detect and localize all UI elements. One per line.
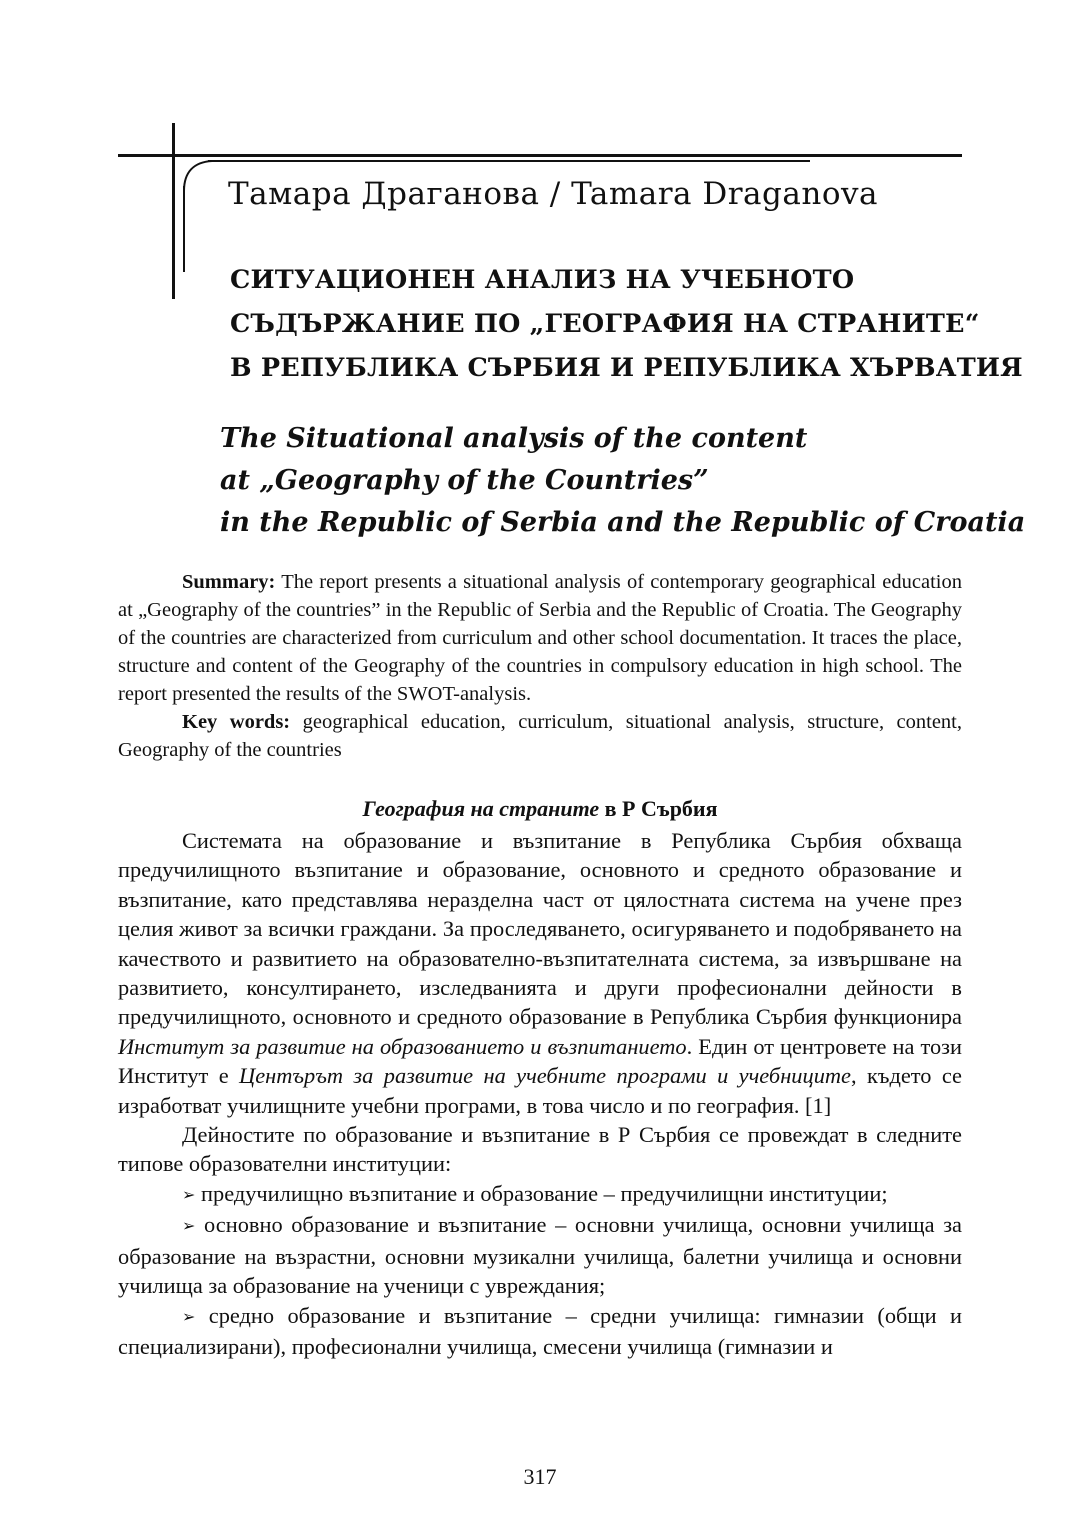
page-number: 317 (523, 1464, 557, 1489)
title-en-line-1: The Situational analysis of the content (220, 423, 808, 454)
summary-paragraph (118, 568, 962, 708)
summary-text: The report presents a situational analysis of contemporary geographical education at „Geography of the countries” in the Republic of Serbia and the Republic of Croatia. The Geography of the countries are characterized from curriculum and other school documentation. It traces the place, structure and content of the Geography of the countries in compulsory education in high school. The report presented the results of the SWOT-analysis. (118, 571, 962, 705)
body-paragraph-1 (118, 826, 962, 1120)
bullet-text-1: предучилищно възпитание и образование – предучилищни институции; (201, 1180, 888, 1206)
body-paragraph-2: Дейностите по образование и възпитание в Р Сърбия се провеждат в следните типове образователни институции: (118, 1122, 962, 1177)
arrow-bullet-icon: ➢ (182, 1216, 196, 1236)
title-bg-line-2: СЪДЪРЖАНИЕ ПО „ГЕОГРАФИЯ НА СТРАНИТЕ“ (230, 309, 980, 339)
institute-name: Институт за развитие на образованието и възпитанието (118, 1033, 687, 1059)
section-heading-italic: География на страните (362, 796, 600, 821)
p1-text-b: . Един от центровете на този Институт е (118, 1033, 962, 1089)
keywords-paragraph (118, 708, 962, 764)
frame-horizontal-line-top (118, 154, 962, 157)
title-bg-line-3: В РЕПУБЛИКА СЪРБИЯ И РЕПУБЛИКА ХЪРВАТИЯ (230, 353, 1023, 383)
frame-vertical-line-left (172, 123, 175, 299)
title-bg-line-1: СИТУАЦИОНЕН АНАЛИЗ НА УЧЕБНОТО (230, 265, 855, 295)
frame-corner-curve (180, 158, 214, 192)
bullet-item-1 (118, 1179, 962, 1210)
abstract-block (118, 568, 962, 764)
keywords-label: Key words: (182, 711, 291, 733)
keywords-text: geographical education, curriculum, situational analysis, structure, content, Geography of the countries (118, 711, 962, 761)
section-heading-rest: в Р Сърбия (599, 796, 718, 821)
author-name: Тамара Драганова / Tamara Draganova (228, 176, 878, 212)
frame-horizontal-line-inner (208, 160, 810, 162)
p1-text-c: , където се изработват училищните учебни програми, в това число и по география. [1] (118, 1063, 962, 1118)
title-en-line-2: at „Geography of the Countries” (220, 465, 709, 496)
title-bulgarian (230, 258, 1023, 390)
frame-vertical-line-inner (183, 186, 185, 272)
bullet-text-3: средно образование и възпитание – средни училища: гимназии (общи и специализирани), професионални училища, смесени училища (гимназии и (118, 1302, 962, 1359)
section-heading (118, 796, 962, 822)
title-en-line-3: in the Republic of Serbia and the Republic of Croatia (220, 507, 1026, 538)
arrow-bullet-icon: ➢ (182, 1306, 196, 1326)
title-english (220, 418, 1025, 544)
bullet-item-3 (118, 1301, 962, 1362)
arrow-bullet-icon: ➢ (182, 1184, 196, 1204)
p1-text-a: Системата на образование и възпитание в Република Сърбия обхваща предучилищното възпитание и образование, основното и средното образование и възпитание, като представлява неразделна част от цялостната система на учене през целия живот за всички граждани. За проследяването, осигуряването и подобряването на качеството и развитието на образователно-възпитателната система, за извършване на развитието, консултирането, изследванията и други професионални дейности в предучилищното, основното и средното образование в Република Сърбия функционира (118, 828, 962, 1030)
bullet-text-2: основно образование и възпитание – основни училища, основни училища за образование на възрастни, основни музикални училища, балетни училища и основни училища за образование на ученици с увреждания; (118, 1212, 962, 1299)
bullet-item-2 (118, 1210, 962, 1300)
body-text (118, 826, 962, 1361)
center-name: Центърът за развитие на учебните програми и учебниците (239, 1063, 851, 1089)
summary-label: Summary: (182, 571, 276, 593)
